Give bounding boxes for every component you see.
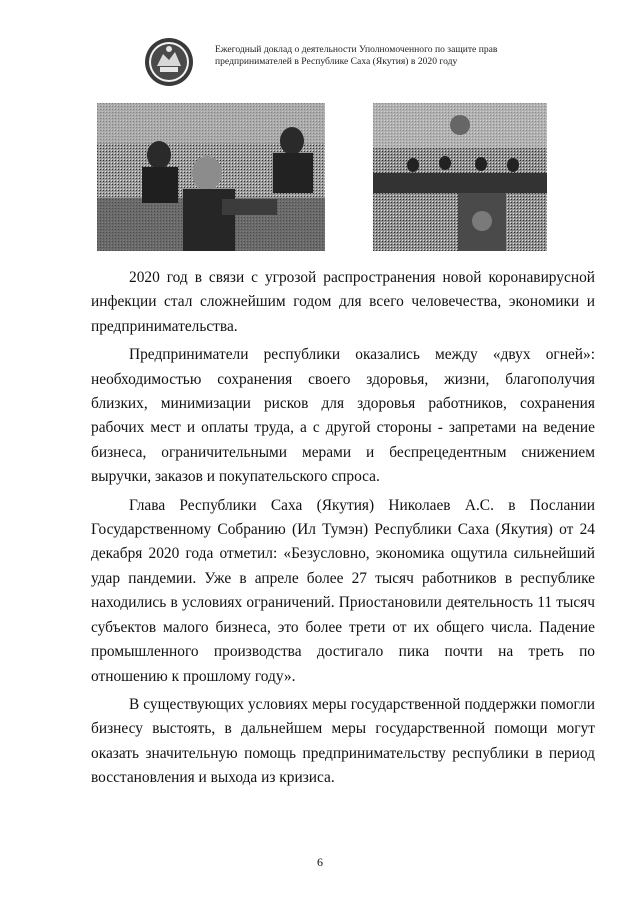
paragraph-3: Глава Республики Саха (Якутия) Николаев А.С. в Послании Государственному Собранию (Ил Тумэн) Республики Саха (Якутия) от 24 декабря 2020 года отметил: «Безусловно, экономика ощутила сильнейший удар пандемии. Уже в апреле более 27 тысяч работников в республике находились в условиях ограничений. Приостановили деятельность 11 тысяч субъектов малого бизнеса, это более трети от их общего числа. Падение промышленного производства достигало пика почти на треть по отношению к прошлому году». <box>91 496 595 685</box>
page-number: 6 <box>317 855 323 869</box>
photo-speaker-at-podium-icon <box>97 103 325 251</box>
paragraph-2: Предприниматели республики оказались между «двух огней»: необходимостью сохранения своего здоровья, жизни, благополучия близких, минимизации рисков для здоровья работников, сохранения рабочих мест и оплаты труда, а с другой стороны - запретами на ведение бизнеса, ограничительными мерами и беспрецедентным снижением выручки, заказов и покупательского спроса. <box>91 346 595 486</box>
paragraph-4: В существующих условиях меры государственной поддержки помогли бизнесу выстоять, в дальнейшем меры государственной помощи могут оказать значительную помощь предпринимательству республики в период восстановления и выхода из кризиса. <box>91 695 595 787</box>
header-line-1: Ежегодный доклад о деятельности Уполномоченного по защите прав <box>215 44 498 55</box>
report-title <box>215 44 595 68</box>
report-body <box>91 266 595 795</box>
photo-presidium-table-icon <box>373 103 547 251</box>
header-line-2: предпринимателей в Республике Саха (Якутия) в 2020 году <box>215 56 458 67</box>
yakutia-coat-of-arms-icon <box>143 36 195 88</box>
page-header <box>143 36 583 88</box>
paragraph-1: 2020 год в связи с угрозой распространения новой коронавирусной инфекции стал сложнейшим годом для всего человечества, экономики и предпринимательства. <box>91 269 595 335</box>
